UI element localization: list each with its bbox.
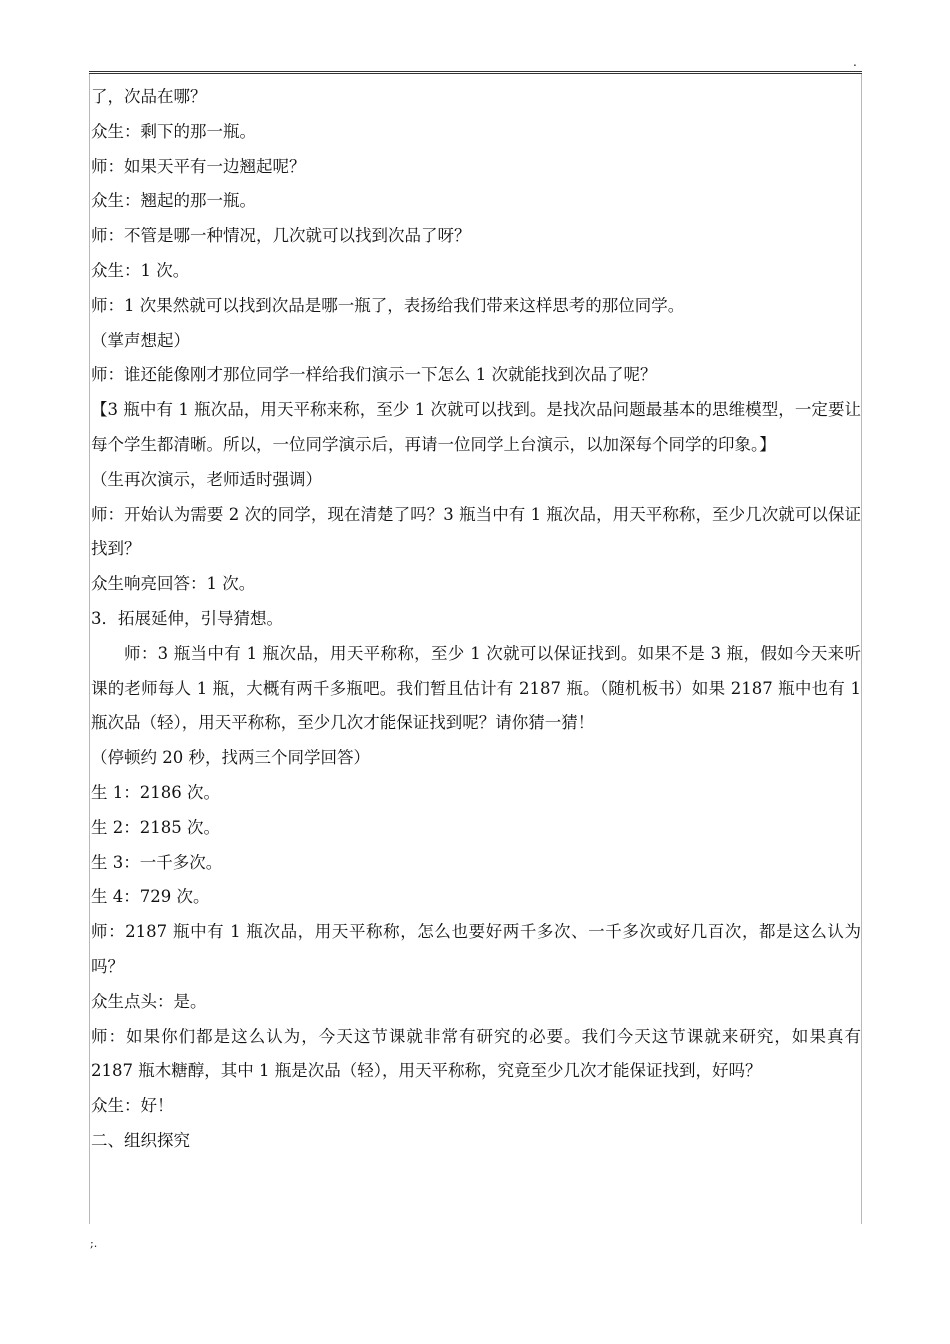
paragraph: （生再次演示，老师适时强调） xyxy=(91,469,322,489)
paragraph: 生 2：2185 次。 xyxy=(91,817,220,837)
paragraph: 师：如果你们都是这么认为，今天这节课就非常有研究的必要。我们今天这节课就来研究，如果真有 2187 瓶木糖醇，其中 1 瓶是次品（轻），用天平称称，究竟至少几次才能保证找到，好吗？ xyxy=(91,1026,861,1081)
paragraph: 师：1 次果然就可以找到次品是哪一瓶了，表扬给我们带来这样思考的那位同学。 xyxy=(91,295,685,315)
paragraph: 师：开始认为需要 2 次的同学，现在清楚了吗？3 瓶当中有 1 瓶次品，用天平称称，至少几次就可以保证找到？ xyxy=(91,504,861,559)
page-frame-right xyxy=(861,74,862,1224)
paragraph: 众生响亮回答：1 次。 xyxy=(91,574,256,594)
footer-mark: ;. xyxy=(90,1237,98,1250)
header-rule xyxy=(89,71,862,74)
paragraph: 生 3：一千多次。 xyxy=(91,852,223,872)
page-frame-left xyxy=(89,74,90,1224)
paragraph: 3．拓展延伸，引导猜想。 xyxy=(91,608,283,628)
paragraph: 众生：1 次。 xyxy=(91,260,190,280)
paragraph: 众生：剩下的那一瓶。 xyxy=(91,121,256,141)
document-body xyxy=(91,80,861,1159)
paragraph: 师：谁还能像刚才那位同学一样给我们演示一下怎么 1 次就能找到次品了呢？ xyxy=(91,365,657,385)
paragraph: 【3 瓶中有 1 瓶次品，用天平称来称，至少 1 次就可以找到。是找次品问题最基本的思维模型，一定要让每个学生都清晰。所以，一位同学演示后，再请一位同学上台演示，以加深每个同学的印象。】 xyxy=(91,400,861,454)
paragraph: （停顿约 20 秒，找两三个同学回答） xyxy=(91,748,370,768)
paragraph: 二、组织探究 xyxy=(91,1130,190,1150)
paragraph: 了，次品在哪？ xyxy=(91,87,207,106)
paragraph: 众生点头：是。 xyxy=(91,991,207,1011)
paragraph: 众生：翘起的那一瓶。 xyxy=(91,191,256,211)
paragraph: 生 4：729 次。 xyxy=(91,887,210,907)
paragraph: 师：如果天平有一边翘起呢？ xyxy=(91,156,306,176)
paragraph: 师：不管是哪一种情况，几次就可以找到次品了呀？ xyxy=(91,226,471,246)
header-mark: . xyxy=(853,55,857,69)
paragraph: 生 1：2186 次。 xyxy=(91,782,220,802)
paragraph: （掌声想起） xyxy=(91,330,190,350)
paragraph: 师：3 瓶当中有 1 瓶次品，用天平称称，至少 1 次就可以保证找到。如果不是 3 瓶，假如今天来听课的老师每人 1 瓶，大概有两千多瓶吧。我们暂且估计有 2187 瓶。（随机板书）如果 2187 瓶中也有 1 瓶次品（轻），用天平称称，至少几次才能保证找到呢？请你猜一猜！ xyxy=(91,643,861,733)
paragraph: 师：2187 瓶中有 1 瓶次品，用天平称称，怎么也要好两千多次、一千多次或好几百次，都是这么认为吗？ xyxy=(91,922,861,976)
paragraph: 众生：好！ xyxy=(91,1096,174,1116)
